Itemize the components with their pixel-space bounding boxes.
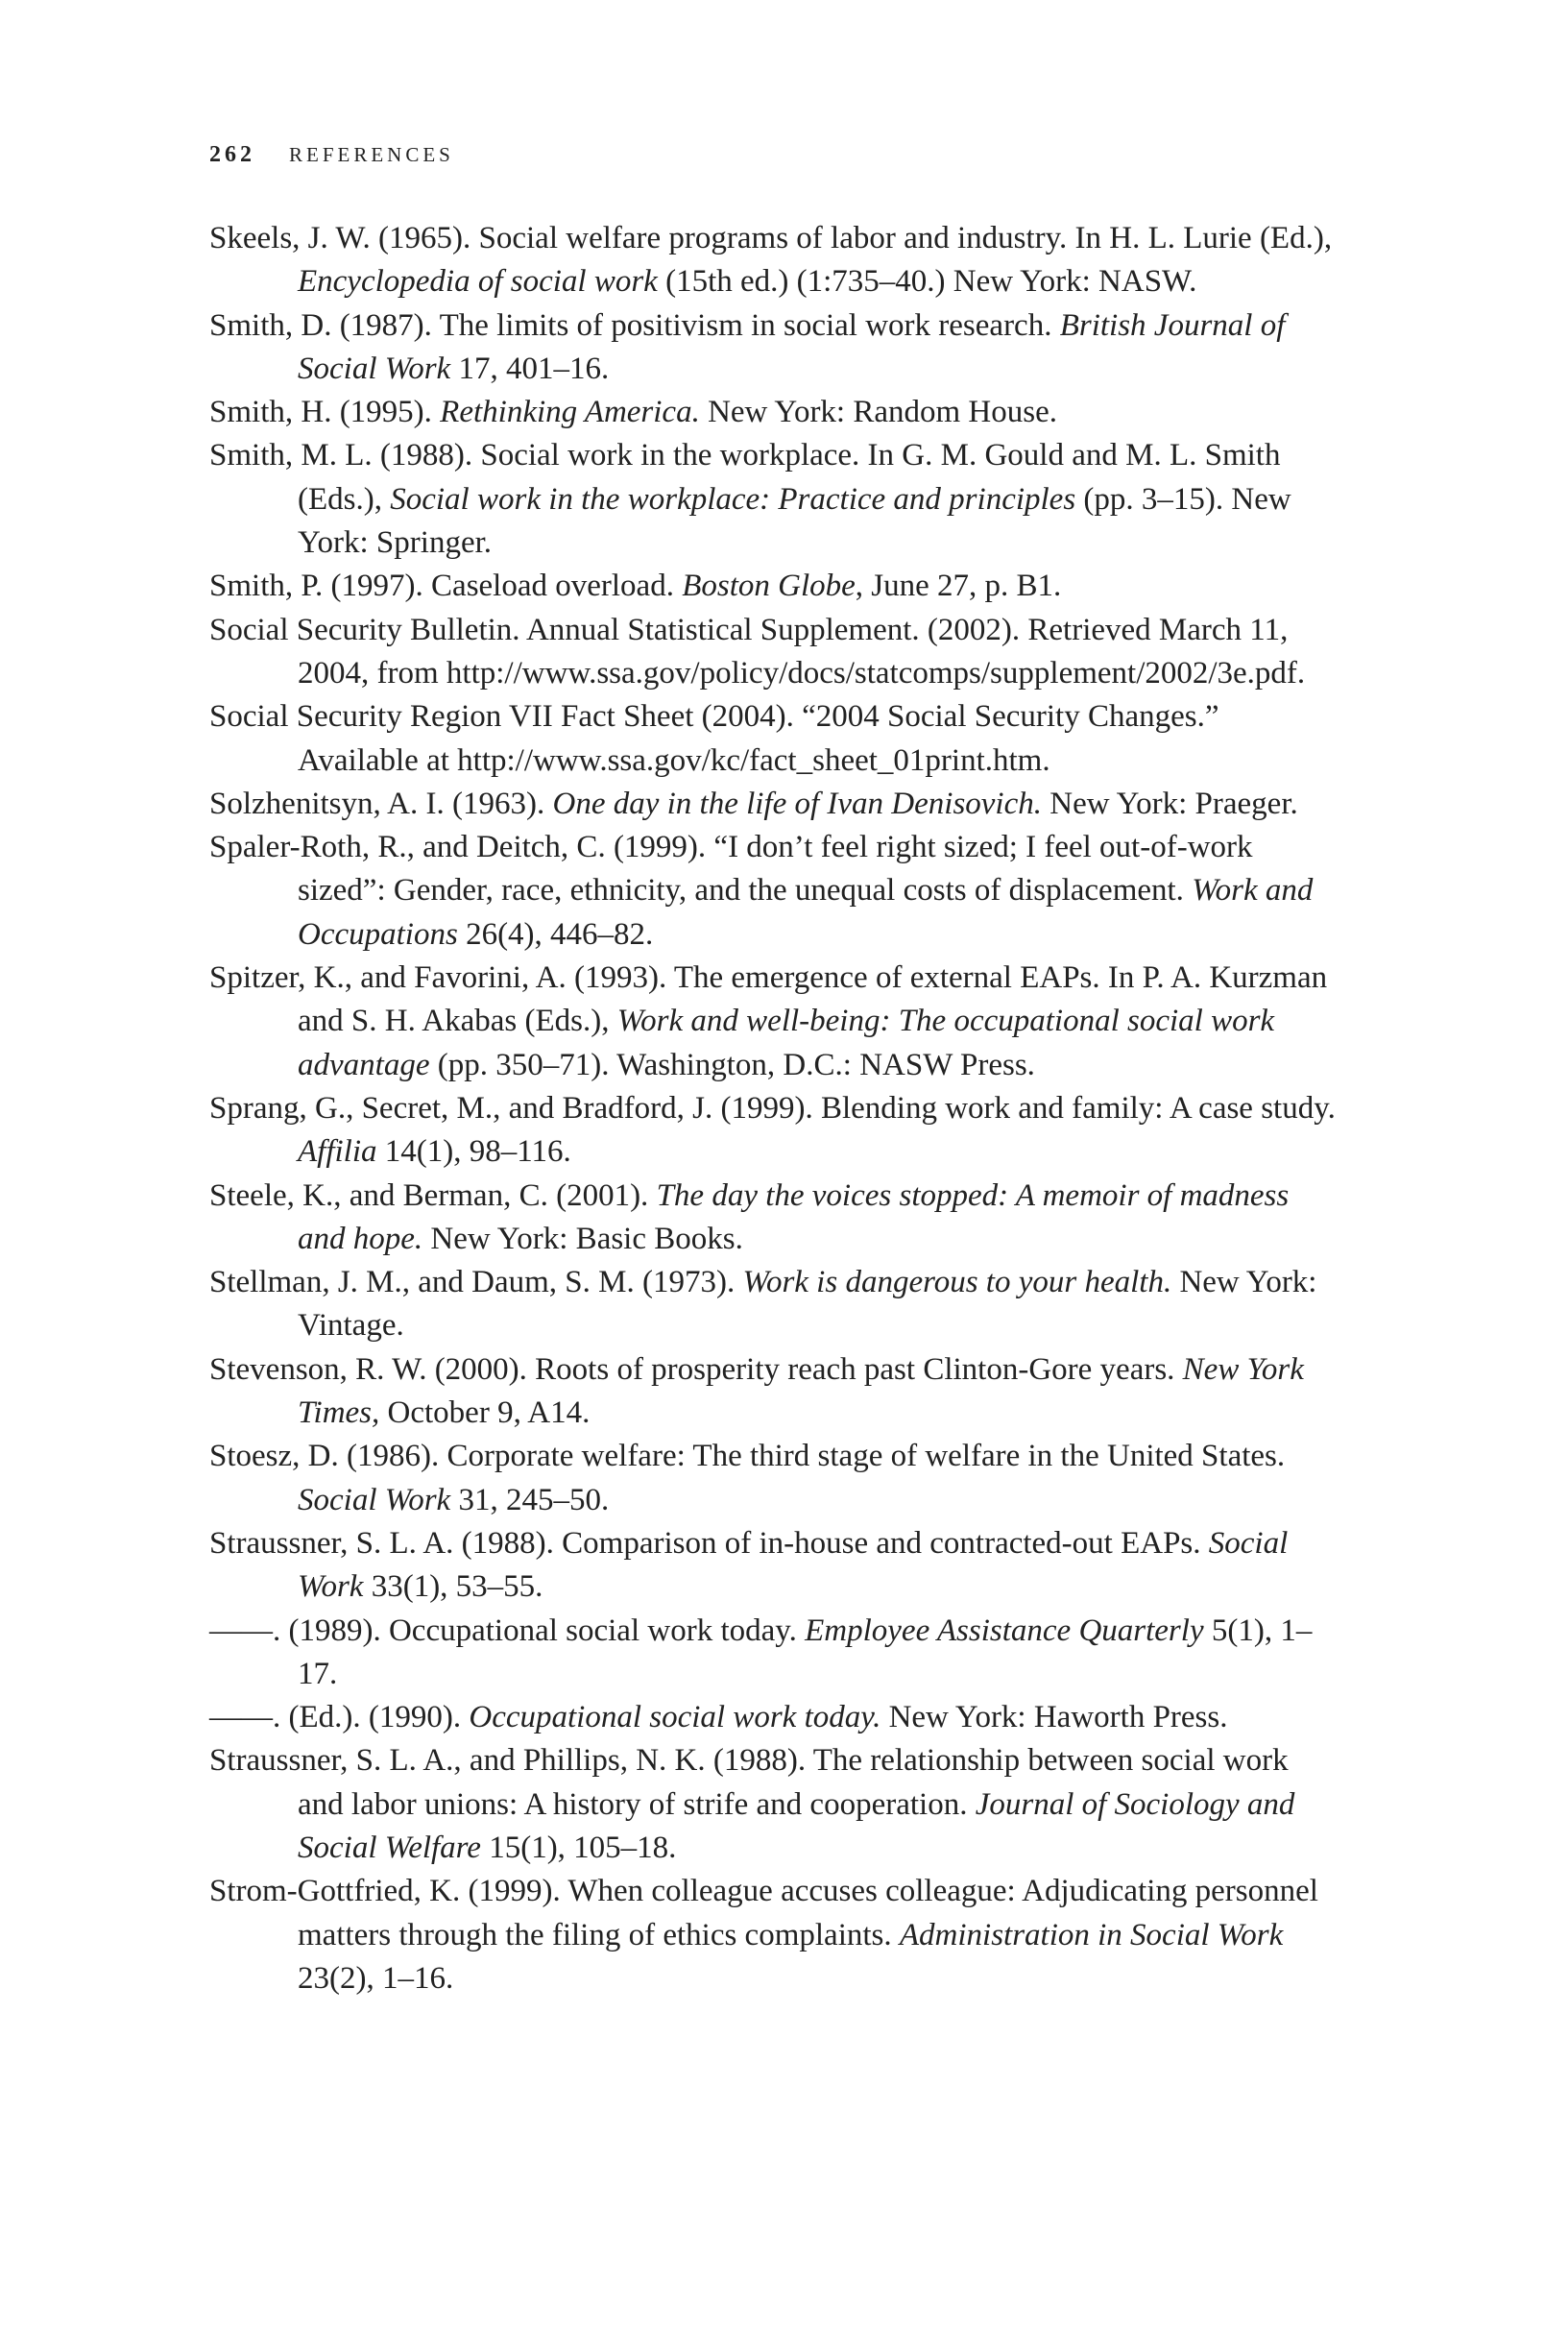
reference-text: 14(1), 98–116.	[376, 1134, 571, 1170]
reference-text: ——. (1989). Occupational social work today.	[209, 1612, 806, 1648]
reference-entry	[209, 1435, 1338, 1522]
reference-entry	[209, 1739, 1338, 1870]
reference-text: October 9, A14.	[379, 1395, 591, 1431]
reference-text: Spitzer, K., and Favorini, A. (1993). The emergence of external EAPs. In P. A. Kurzman and S. H. Akabas (Eds.),	[209, 960, 1328, 1039]
reference-text: Strom-Gottfried, K. (1999). When colleague accuses colleague: Adjudicating personnel matters through the filing of ethics complaints.	[209, 1874, 1318, 1952]
reference-text: 26(4), 446–82.	[457, 916, 654, 952]
reference-text: New York: Vintage.	[298, 1265, 1317, 1344]
reference-entry	[209, 304, 1338, 392]
reference-text: Solzhenitsyn, A. I. (1963).	[209, 786, 553, 821]
reference-title: Administration in Social Work	[899, 1917, 1284, 1952]
reference-text: New York: Basic Books.	[422, 1221, 743, 1256]
reference-entry	[209, 1175, 1338, 1262]
reference-list	[209, 217, 1338, 2000]
reference-text: , June 27, p. B1.	[855, 569, 1062, 604]
reference-text: Social Security Bulletin. Annual Statistical Supplement. (2002). Retrieved March 11, 2004, from http://www.ssa.gov/policy/docs/statcomps/supplement/2002/3e.pdf.	[209, 612, 1306, 691]
reference-entry	[209, 1610, 1338, 1697]
reference-title: Work and Occupations	[298, 873, 1314, 952]
reference-text: Smith, P. (1997). Caseload overload.	[209, 569, 683, 604]
reference-entry	[209, 1522, 1338, 1610]
reference-entry	[209, 391, 1338, 434]
reference-title: Social Work	[298, 1525, 1289, 1605]
reference-entry	[209, 783, 1338, 826]
reference-entry	[209, 1870, 1338, 2000]
reference-text: 15(1), 105–18.	[480, 1830, 677, 1865]
reference-title: Work is dangerous to your health.	[742, 1265, 1172, 1300]
reference-text: Smith, H. (1995).	[209, 395, 441, 430]
reference-entry	[209, 565, 1338, 608]
reference-title: Occupational social work today.	[469, 1700, 881, 1735]
reference-text: Social Security Region VII Fact Sheet (2004). “2004 Social Security Changes.” Available at http://www.ssa.gov/kc/fact_sheet_01print.htm.	[209, 699, 1219, 778]
reference-text: ——. (Ed.). (1990).	[209, 1700, 470, 1735]
running-head	[209, 142, 454, 168]
reference-title: New York Times,	[298, 1351, 1304, 1431]
reference-text: Spaler-Roth, R., and Deitch, C. (1999). “I don’t feel right sized; I feel out-of-work sized”: Gender, race, ethnicity, and the unequal costs of displacement.	[209, 830, 1253, 909]
reference-title: Rethinking America.	[440, 395, 700, 430]
reference-text: Steele, K., and Berman, C. (2001).	[209, 1177, 657, 1213]
reference-text: Stellman, J. M., and Daum, S. M. (1973).	[209, 1265, 743, 1300]
page-number: 262	[209, 142, 255, 167]
reference-text: New York: Praeger.	[1042, 786, 1298, 821]
reference-title: British Journal of Social Work	[298, 307, 1286, 386]
reference-title: Social work in the workplace: Practice and principles	[390, 481, 1076, 517]
reference-title: Employee Assistance Quarterly	[805, 1612, 1204, 1648]
reference-title: Social Work	[298, 1482, 451, 1517]
reference-entry	[209, 1696, 1338, 1739]
reference-entry	[209, 609, 1338, 696]
reference-entry	[209, 434, 1338, 565]
reference-text: Stoesz, D. (1986). Corporate welfare: The third stage of welfare in the United States.	[209, 1439, 1286, 1474]
reference-title: Encyclopedia of social work	[298, 264, 658, 300]
reference-title: Affilia	[298, 1134, 377, 1170]
reference-text: Smith, M. L. (1988). Social work in the workplace. In G. M. Gould and M. L. Smith (Eds.),	[209, 438, 1281, 517]
reference-text: 33(1), 53–55.	[363, 1569, 543, 1605]
reference-text: 17, 401–16.	[450, 351, 610, 386]
reference-entry	[209, 695, 1338, 783]
reference-title: Boston Globe	[682, 569, 856, 604]
reference-text: New York: Random House.	[699, 395, 1057, 430]
reference-text: (15th ed.) (1:735–40.) New York: NASW.	[657, 264, 1197, 300]
reference-title: Journal of Sociology and Social Welfare	[298, 1786, 1295, 1865]
reference-title: One day in the life of Ivan Denisovich.	[552, 786, 1043, 821]
reference-text: Smith, D. (1987). The limits of positivism in social work research.	[209, 307, 1060, 343]
reference-text: Stevenson, R. W. (2000). Roots of prosperity reach past Clinton-Gore years.	[209, 1351, 1183, 1387]
reference-text: 23(2), 1–16.	[298, 1960, 454, 1996]
reference-text: (pp. 350–71). Washington, D.C.: NASW Press.	[429, 1047, 1035, 1082]
reference-text: Straussner, S. L. A. (1988). Comparison of in-house and contracted-out EAPs.	[209, 1525, 1209, 1561]
reference-text: 31, 245–50.	[450, 1482, 610, 1517]
reference-text: Sprang, G., Secret, M., and Bradford, J. (1999). Blending work and family: A case study.	[209, 1090, 1336, 1126]
reference-text: New York: Haworth Press.	[880, 1700, 1228, 1735]
reference-entry	[209, 217, 1338, 304]
reference-text: 5(1), 1–17.	[298, 1612, 1313, 1691]
reference-entry	[209, 1087, 1338, 1175]
reference-title: Work and well-being: The occupational social work advantage	[298, 1004, 1275, 1082]
reference-entry	[209, 1261, 1338, 1348]
reference-entry	[209, 957, 1338, 1087]
reference-title: The day the voices stopped: A memoir of madness and hope.	[298, 1177, 1290, 1256]
section-title: REFERENCES	[289, 143, 454, 166]
reference-text: Straussner, S. L. A., and Phillips, N. K. (1988). The relationship between social work and labor unions: A history of strife and cooperation.	[209, 1743, 1289, 1822]
reference-entry	[209, 1348, 1338, 1436]
reference-text: Skeels, J. W. (1965). Social welfare programs of labor and industry. In H. L. Lurie (Ed.),	[209, 221, 1333, 255]
reference-entry	[209, 826, 1338, 957]
reference-text: (pp. 3–15). New York: Springer.	[298, 481, 1291, 561]
